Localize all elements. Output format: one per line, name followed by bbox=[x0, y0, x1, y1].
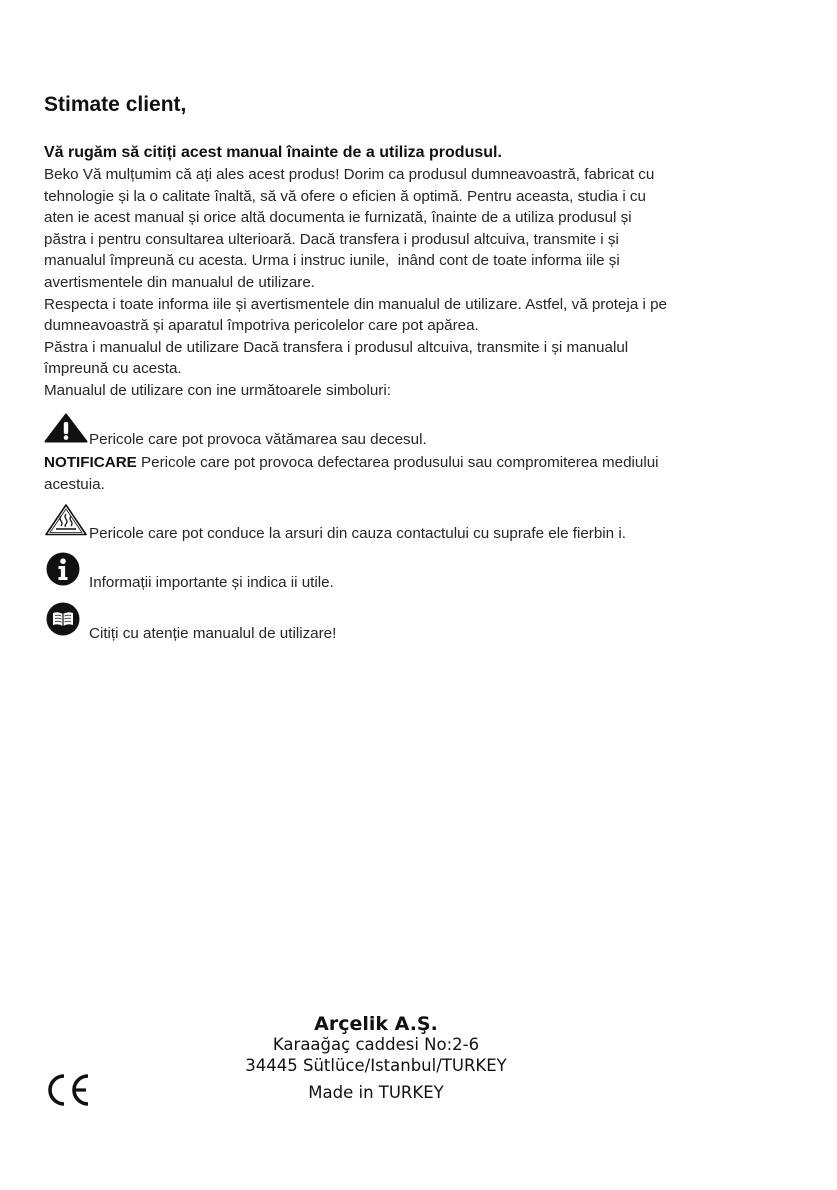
company-city: 34445 Sütlüce/Istanbul/TURKEY bbox=[245, 1056, 507, 1075]
respect-line: Respecta i toate informa iile și avertismentele din manualul de utilizare. Astfel, vă proteja i pe bbox=[44, 295, 668, 313]
notice-text: Pericole care pot provoca defectarea produsului sau compromiterea mediului bbox=[136, 454, 659, 471]
ce-mark-icon bbox=[44, 1073, 92, 1107]
intro-heading: Vă rugăm să citiți acest manual înainte de a utiliza produsul. bbox=[44, 144, 502, 161]
intro-line: manualul împreună cu acesta. Urma i instruc iunile, inând cont de toate informa iile și bbox=[44, 252, 620, 270]
manual-text: Citiți cu atenție manualul de utilizare! bbox=[89, 625, 337, 642]
respect-line: dumneavoastră și aparatul împotriva pericolelor care pot apărea. bbox=[44, 317, 479, 335]
intro-line: tehnologie și la o calitate înaltă, să vă ofere o eficien ă optimă. Pentru aceasta, studia i cu bbox=[44, 187, 646, 205]
page-title: Stimate client, bbox=[44, 93, 187, 116]
book-icon bbox=[46, 602, 80, 636]
info-text: Informații importante și indica ii utile. bbox=[89, 574, 334, 591]
keep-line: Păstra i manualul de utilizare Dacă transfera i produsul altcuiva, transmite i și manualul bbox=[44, 338, 629, 356]
keep-line: împreună cu acesta. bbox=[44, 360, 182, 378]
hot-text: Pericole care pot conduce la arsuri din cauza contactului cu suprafe ele fierbin i. bbox=[89, 525, 626, 542]
symbols-intro: Manualul de utilizare con ine următoarele simboluri: bbox=[44, 381, 391, 399]
company-street: Karaağaç caddesi No:2-6 bbox=[272, 1035, 480, 1054]
hot-surface-icon bbox=[44, 503, 88, 537]
notice-label: NOTIFICARE bbox=[44, 454, 137, 471]
info-icon bbox=[46, 552, 80, 586]
company-name: Arçelik A.Ş. bbox=[314, 1013, 438, 1035]
intro-paragraph bbox=[44, 164, 804, 402]
warning-triangle-icon bbox=[44, 413, 88, 443]
intro-line: Beko Vă mulțumim că ați ales acest produs! Dorim ca produsul dumneavoastră, fabricat cu bbox=[44, 166, 655, 183]
notice-continuation: acestuia. bbox=[44, 475, 105, 493]
notice-block bbox=[44, 452, 659, 495]
danger-text: Pericole care pot provoca vătămarea sau decesul. bbox=[89, 431, 427, 448]
intro-line: aten ie acest manual și orice altă documenta ie furnizată, înainte de a utiliza produsul și bbox=[44, 209, 632, 227]
intro-line: păstra i pentru consultarea ulterioară. Dacă transfera i produsul altcuiva, transmite i și bbox=[44, 230, 619, 248]
intro-line: avertismentele din manualul de utilizare. bbox=[44, 273, 315, 291]
made-in-label: Made in TURKEY bbox=[308, 1083, 444, 1102]
